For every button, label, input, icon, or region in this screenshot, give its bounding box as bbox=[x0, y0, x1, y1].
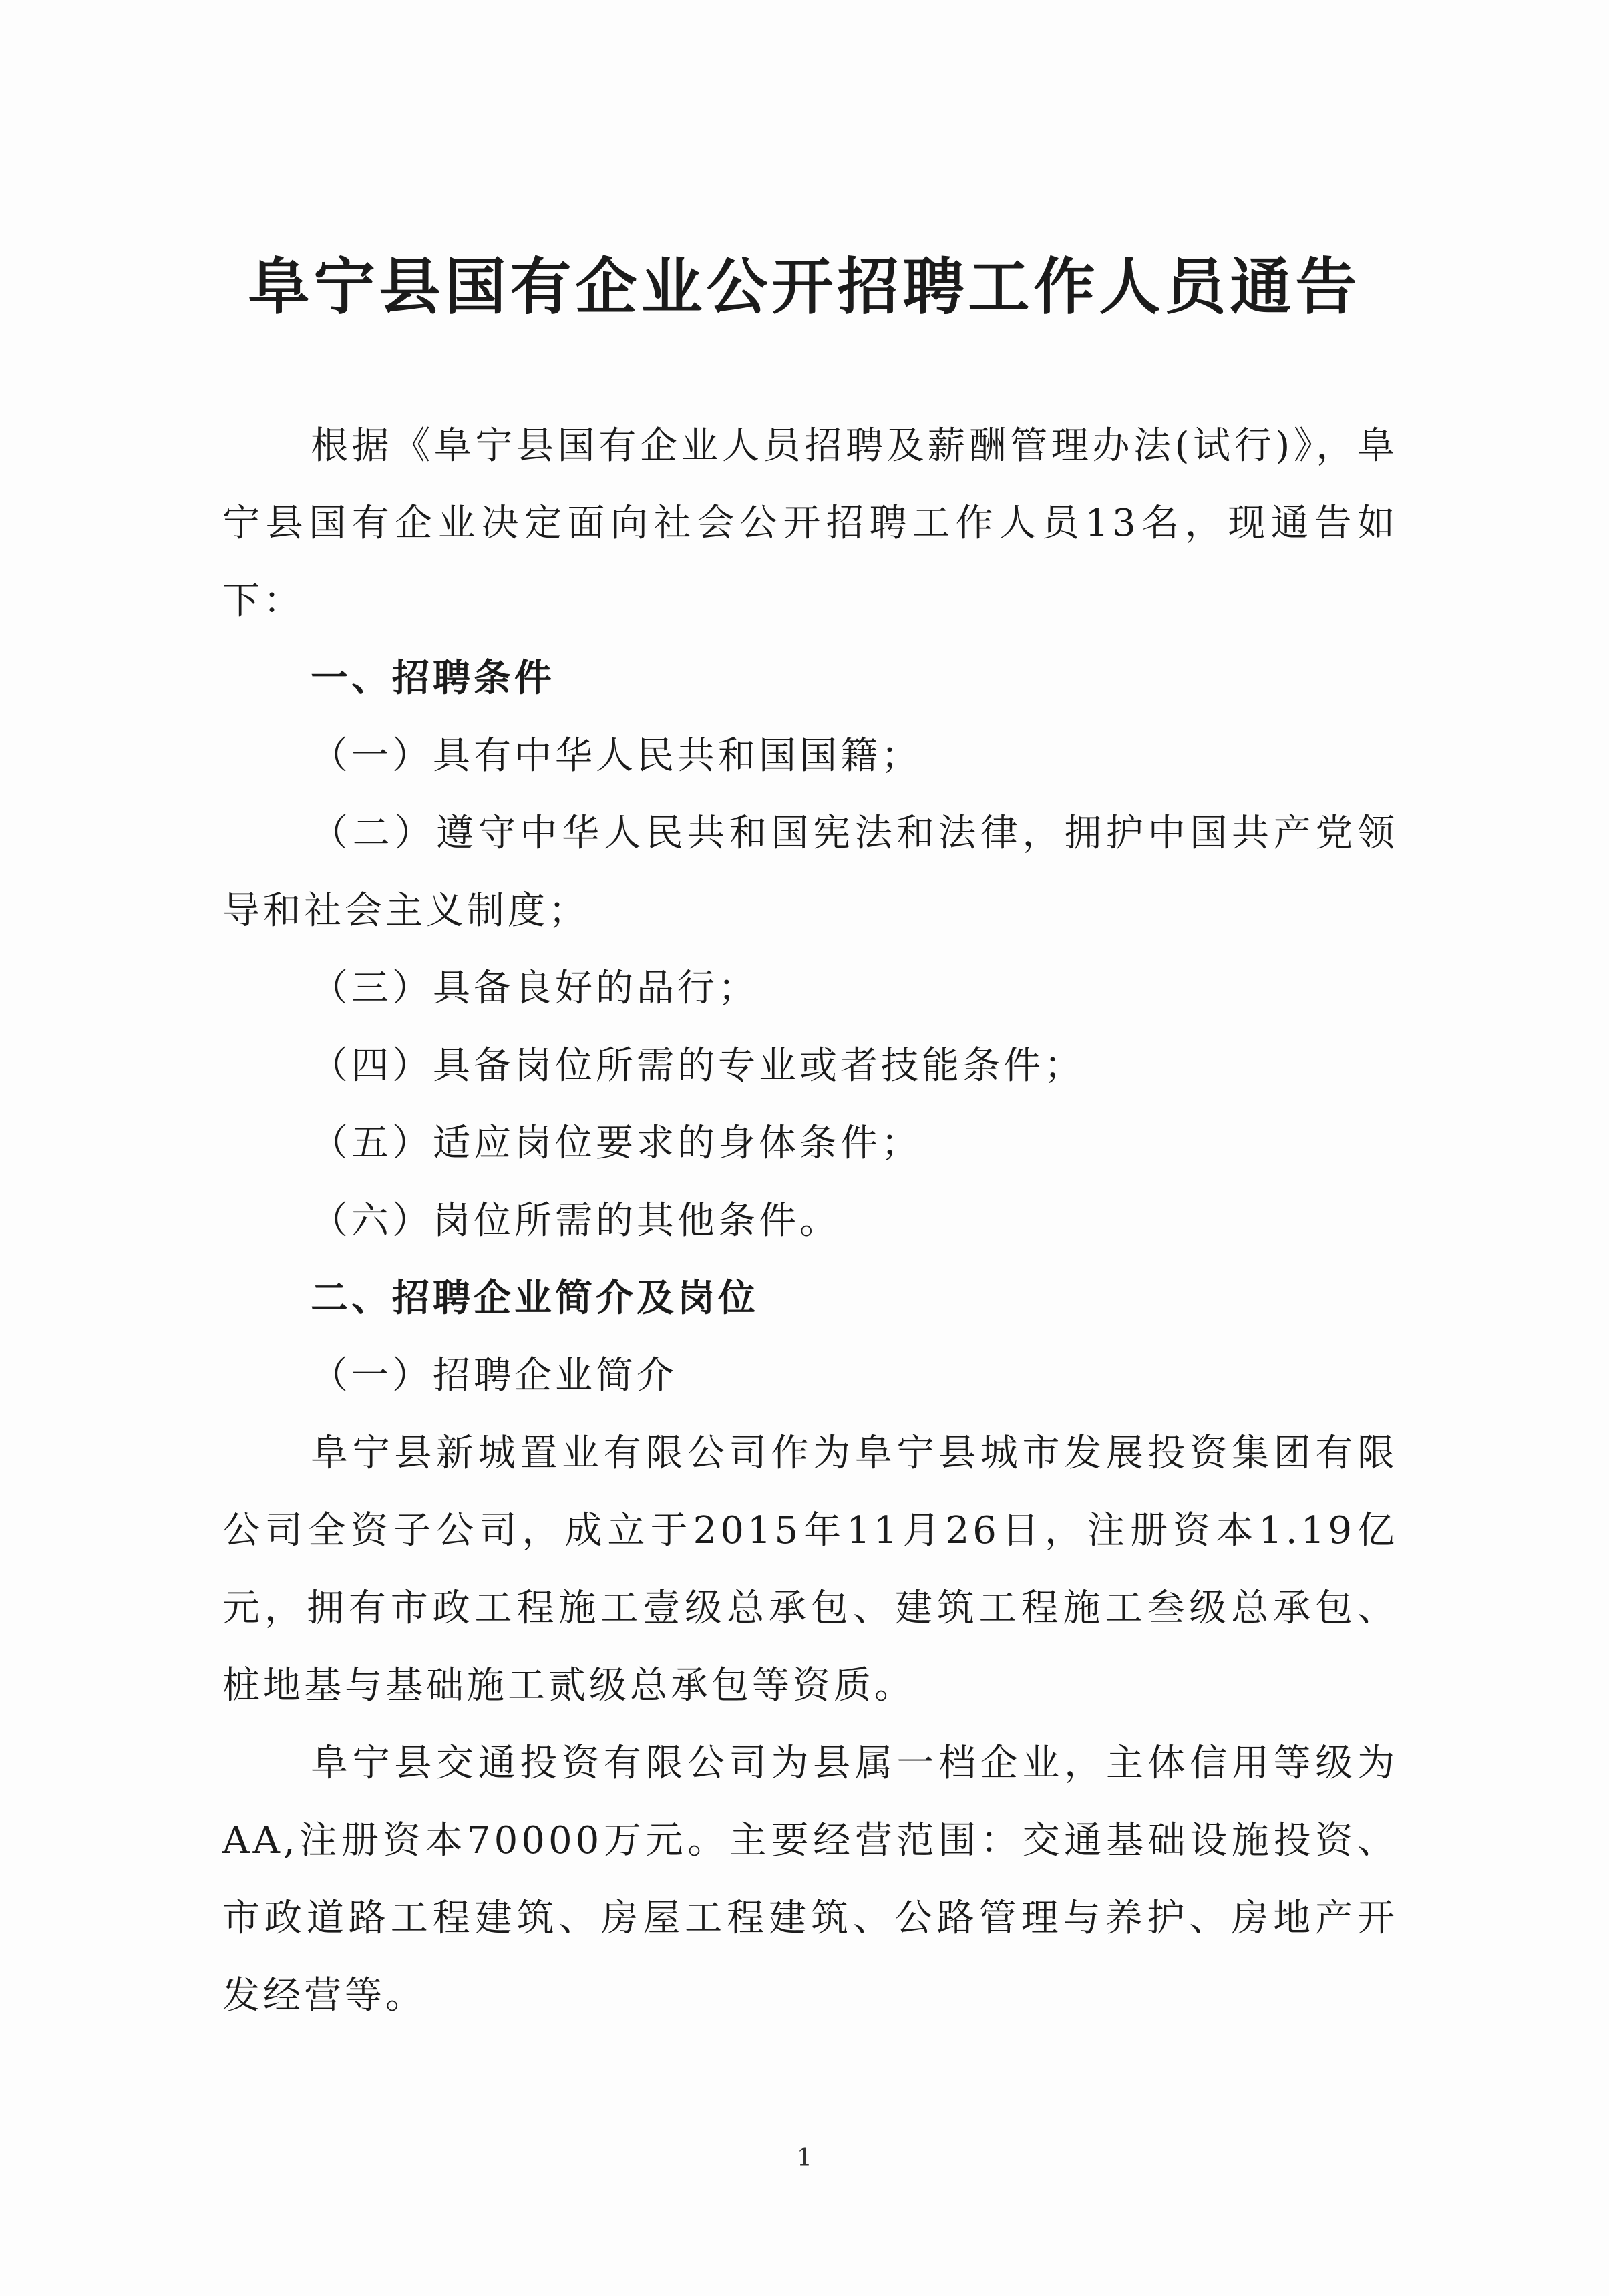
condition-item-6: （六）岗位所需的其他条件。 bbox=[311, 1199, 840, 1243]
condition-item-3: （三）具备良好的品行； bbox=[311, 967, 759, 1010]
document-title: 阜宁县国有企业公开招聘工作人员通告 bbox=[248, 251, 1361, 323]
page-number: 1 bbox=[797, 2144, 812, 2172]
company-paragraph-xincheng: 阜宁县新城置业有限公司作为阜宁县城市发展投资集团有限公司全资子公司，成立于2015年11月26日，注册资本1.19亿元，拥有市政工程施工壹级总承包、建筑工程施工叁级总承包、桩地基与基础施工贰级总承包等资质。 bbox=[222, 1432, 1398, 1707]
condition-item-5: （五）适应岗位要求的身体条件； bbox=[311, 1122, 922, 1165]
condition-item-4: （四）具备岗位所需的专业或者技能条件； bbox=[311, 1044, 1085, 1088]
section-heading-recruitment-conditions: 一、招聘条件 bbox=[311, 657, 555, 700]
section-heading-companies-and-positions: 二、招聘企业简介及岗位 bbox=[311, 1277, 759, 1320]
subsection-heading-company-intro: （一）招聘企业简介 bbox=[311, 1354, 677, 1398]
condition-item-2: （二）遵守中华人民共和国宪法和法律，拥护中国共产党领导和社会主义制度； bbox=[222, 812, 1398, 933]
intro-paragraph: 根据《阜宁县国有企业人员招聘及薪酬管理办法(试行)》，阜宁县国有企业决定面向社会公开招聘工作人员13名，现通告如下： bbox=[222, 424, 1398, 623]
condition-item-1: （一）具有中华人民共和国国籍； bbox=[311, 734, 922, 778]
company-paragraph-jiaotong: 阜宁县交通投资有限公司为县属一档企业，主体信用等级为AA,注册资本70000万元。主要经营范围：交通基础设施投资、市政道路工程建筑、房屋工程建筑、公路管理与养护、房地产开发经营等。 bbox=[222, 1742, 1398, 2017]
document-body bbox=[222, 407, 1398, 2035]
